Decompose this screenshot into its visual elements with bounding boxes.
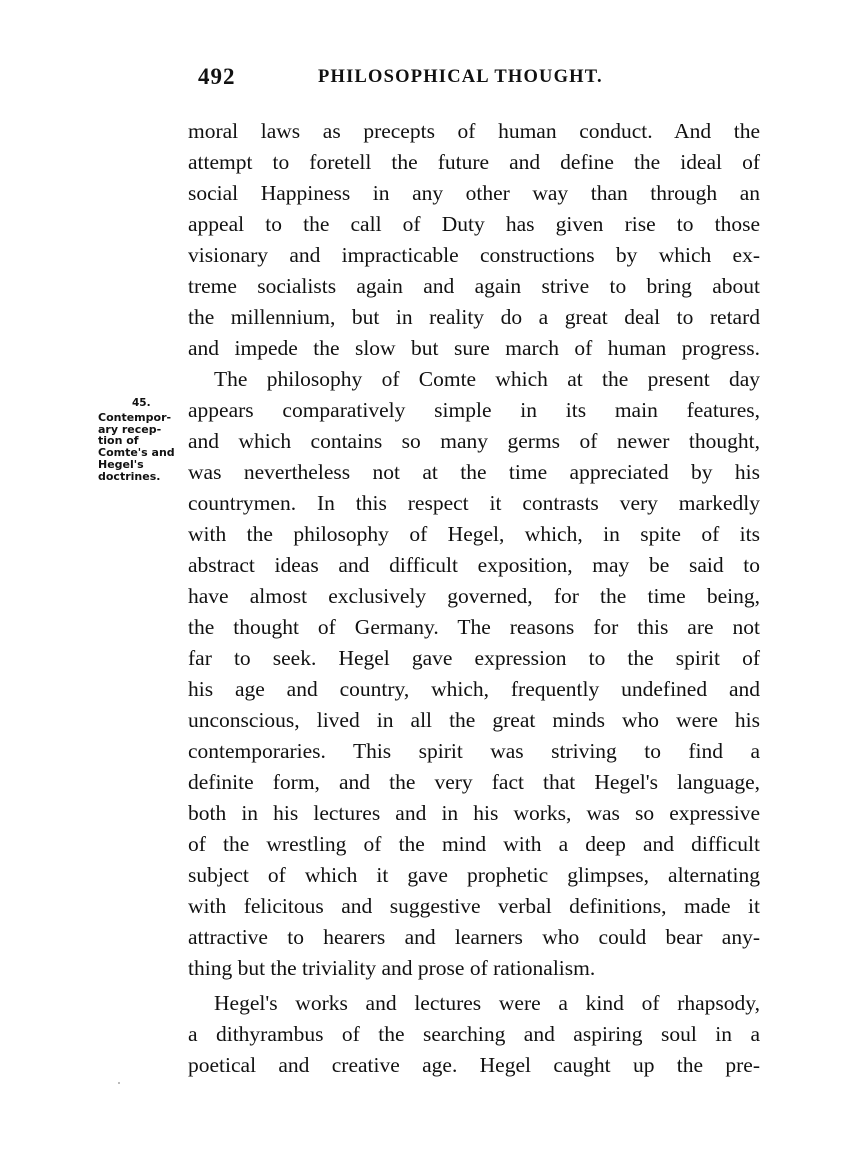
margin-note-line: Hegel's (98, 457, 144, 471)
margin-note-number: 45. (132, 397, 151, 409)
text-line: attempt to foretell the future and define the ideal of (188, 150, 760, 174)
text-line: visionary and impracticable constructions by which ex- (188, 243, 760, 267)
text-line: appeal to the call of Duty has given rise to those (188, 212, 760, 236)
margin-note-line: Contempor- (98, 410, 172, 424)
text-line: with the philosophy of Hegel, which, in spite of its (188, 522, 760, 546)
text-line: was nevertheless not at the time appreciated by his (188, 460, 760, 484)
margin-note-line: doctrines. (98, 469, 161, 483)
text-line: his age and country, which, frequently undefined and (188, 677, 760, 701)
margin-note (98, 398, 182, 483)
margin-note-line: tion of (98, 434, 139, 448)
paragraph-end-line: thing but the triviality and prose of rationalism. (188, 956, 596, 980)
paragraph-start-line: The philosophy of Comte which at the present day (214, 367, 760, 391)
text-line: poetical and creative age. Hegel caught up the pre- (188, 1053, 760, 1077)
running-title: PHILOSOPHICAL THOUGHT. (318, 67, 603, 87)
margin-note-line: ary recep- (98, 422, 162, 436)
text-line: contemporaries. This spirit was striving to find a (188, 739, 760, 763)
text-line: a dithyrambus of the searching and aspiring soul in a (188, 1022, 760, 1046)
text-line: both in his lectures and in his works, was so expressive (188, 801, 760, 825)
text-line: and impede the slow but sure march of human progress. (188, 336, 760, 360)
text-line: of the wrestling of the mind with a deep and difficult (188, 832, 760, 856)
text-line: attractive to hearers and learners who could bear any- (188, 925, 760, 949)
text-line: definite form, and the very fact that Hegel's language, (188, 770, 760, 794)
text-line: treme socialists again and again strive to bring about (188, 274, 760, 298)
scan-speck (118, 1082, 120, 1084)
paragraph-start-line: Hegel's works and lectures were a kind of rhapsody, (214, 991, 760, 1015)
page-header (198, 64, 758, 94)
text-line: social Happiness in any other way than through an (188, 181, 760, 205)
text-line: moral laws as precepts of human conduct. And the (188, 119, 760, 143)
text-line: and which contains so many germs of newer thought, (188, 429, 760, 453)
body-text (188, 116, 760, 1081)
text-line: unconscious, lived in all the great minds who were his (188, 708, 760, 732)
page-number: 492 (198, 64, 236, 89)
text-line: subject of which it gave prophetic glimpses, alternating (188, 863, 760, 887)
margin-note-line: Comte's and (98, 446, 175, 460)
text-line: the thought of Germany. The reasons for this are not (188, 615, 760, 639)
text-line: the millennium, but in reality do a great deal to retard (188, 305, 760, 329)
text-line: have almost exclusively governed, for the time being, (188, 584, 760, 608)
text-line: far to seek. Hegel gave expression to the spirit of (188, 646, 760, 670)
text-line: countrymen. In this respect it contrasts very markedly (188, 491, 760, 515)
text-line: abstract ideas and difficult exposition, may be said to (188, 553, 760, 577)
text-line: with felicitous and suggestive verbal definitions, made it (188, 894, 760, 918)
text-line: appears comparatively simple in its main features, (188, 398, 760, 422)
